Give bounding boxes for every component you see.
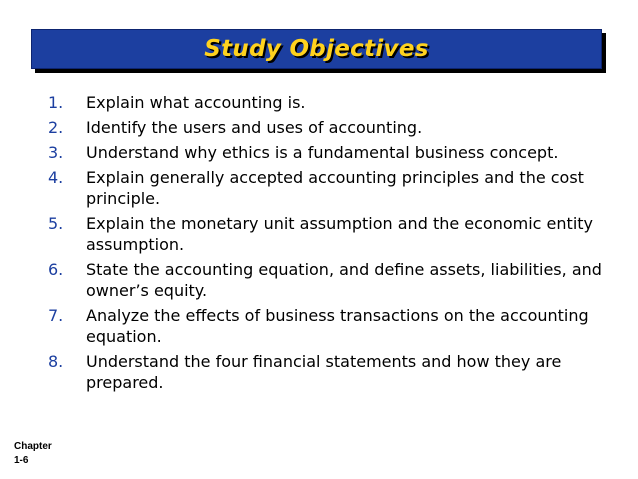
objective-item <box>48 92 623 113</box>
objective-number: 4. <box>48 168 64 187</box>
objective-item <box>48 117 623 138</box>
objective-number: 5. <box>48 214 64 233</box>
objective-text: Analyze the effects of business transactions on the accounting equation. <box>86 306 589 346</box>
objective-number: 2. <box>48 118 64 137</box>
objective-item <box>48 351 623 393</box>
objective-number: 7. <box>48 306 64 325</box>
objective-text: Understand why ethics is a fundamental business concept. <box>86 143 559 162</box>
objective-number: 1. <box>48 93 64 112</box>
title-bar <box>31 29 602 69</box>
objectives-list <box>48 92 623 397</box>
objective-item <box>48 305 623 347</box>
slide-title: Study Objectives <box>204 36 429 62</box>
objective-item <box>48 213 623 255</box>
objective-item <box>48 259 623 301</box>
objective-text: Explain the monetary unit assumption and the economic entity assumption. <box>86 214 593 254</box>
objective-text: Explain generally accepted accounting principles and the cost principle. <box>86 168 584 208</box>
objective-number: 6. <box>48 260 64 279</box>
objective-item <box>48 142 623 163</box>
objective-text: Identify the users and uses of accounting. <box>86 118 423 137</box>
chapter-label: Chapter <box>14 441 52 452</box>
objective-text: Explain what accounting is. <box>86 93 306 112</box>
page-number: 1-6 <box>14 455 29 466</box>
objective-number: 8. <box>48 352 64 371</box>
objective-item <box>48 167 623 209</box>
objective-text: State the accounting equation, and define assets, liabilities, and owner’s equity. <box>86 260 602 300</box>
chapter-footer <box>14 440 52 468</box>
objective-text: Understand the four financial statements and how they are prepared. <box>86 352 562 392</box>
objective-number: 3. <box>48 143 64 162</box>
